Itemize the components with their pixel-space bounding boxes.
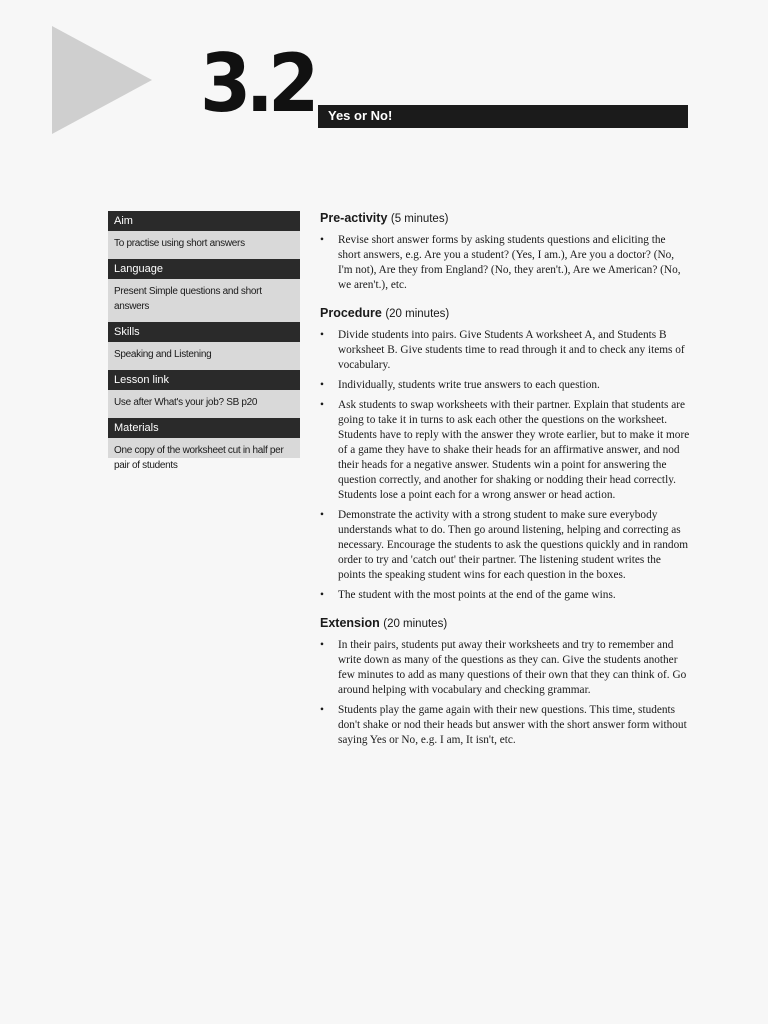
section-pre-activity [320,210,690,293]
bullet-list [320,328,690,603]
page-title: Yes or No! [328,108,393,123]
sidebar-text-skills: Speaking and Listening [114,349,212,360]
bullet-list [320,638,690,748]
sidebar-heading-lesson-link: Lesson link [108,370,300,390]
section-title-extension [320,615,690,632]
section-duration: (20 minutes) [383,618,448,630]
section-heading: Procedure [320,306,382,320]
instructions-column [320,210,690,760]
sidebar-text-language: Present Simple questions and short answers [114,286,262,312]
list-item: • Individually, students write true answers to each question. [320,378,690,393]
list-item: • Divide students into pairs. Give Students A worksheet A, and Students B worksheet B. Give students time to read through it and to check any items of vocabulary. [320,328,690,373]
sidebar-heading-language: Language [108,259,300,279]
bullet-list [320,233,690,293]
section-heading: Extension [320,616,380,630]
list-item: • In their pairs, students put away their worksheets and try to remember and write down as many of the questions as they can. Give the students another few minutes to add as many questions of their own that they can think of. Go around helping with vocabulary and checking grammar. [320,638,690,698]
unit-number: 3.2 [200,37,314,130]
section-title-pre-activity [320,210,690,227]
list-item: • Students play the game again with their new questions. This time, students don't shake or nod their heads but answer with the short answer form without saying Yes or No, e.g. I am, It isn't, etc. [320,703,690,748]
list-item: • Ask students to swap worksheets with their partner. Explain that students are going to take it in turns to ask each other the questions on the worksheet. Students have to reply with the answer they wrote earlier, but to make it more of a game they have to shake their heads for an affirmative answer, and nod their heads for a negative answer. Students win a point for answering the question correctly, and another for shaking or nodding their head correctly. Students lose a point each for a wrong answer or head action. [320,398,690,503]
list-item: • Demonstrate the activity with a strong student to make sure everybody understands what to do. Then go around listening, helping and correcting as necessary. Encourage the students to ask the questions quickly and in random order to try and 'catch out' their partner. The listening student writes the points the speaking student wins for each question in the boxes. [320,508,690,583]
list-item: • The student with the most points at the end of the game wins. [320,588,690,603]
sidebar-heading-materials: Materials [108,418,300,438]
section-duration: (20 minutes) [385,308,450,320]
section-extension [320,615,690,748]
section-duration: (5 minutes) [390,213,449,225]
sidebar-text-materials: One copy of the worksheet cut in half per pair of students [114,445,284,471]
section-procedure [320,305,690,603]
sidebar-heading-aim: Aim [108,211,300,231]
title-bar [318,105,688,128]
header-arrow-decoration [52,26,152,134]
section-title-procedure [320,305,690,322]
sidebar-text-lesson-link: Use after What's your job? SB p20 [114,397,258,408]
lesson-info-sidebar [108,211,300,471]
sidebar-text-aim: To practise using short answers [114,238,245,249]
section-heading: Pre-activity [320,211,388,225]
list-item: • Revise short answer forms by asking students questions and eliciting the short answers, e.g. Are you a student? (Yes, I am.), Are you a doctor? (No, I'm not), Are they from England? (No, they aren't.), Are we American? (No, we aren't.), etc. [320,233,690,293]
sidebar-heading-skills: Skills [108,322,300,342]
